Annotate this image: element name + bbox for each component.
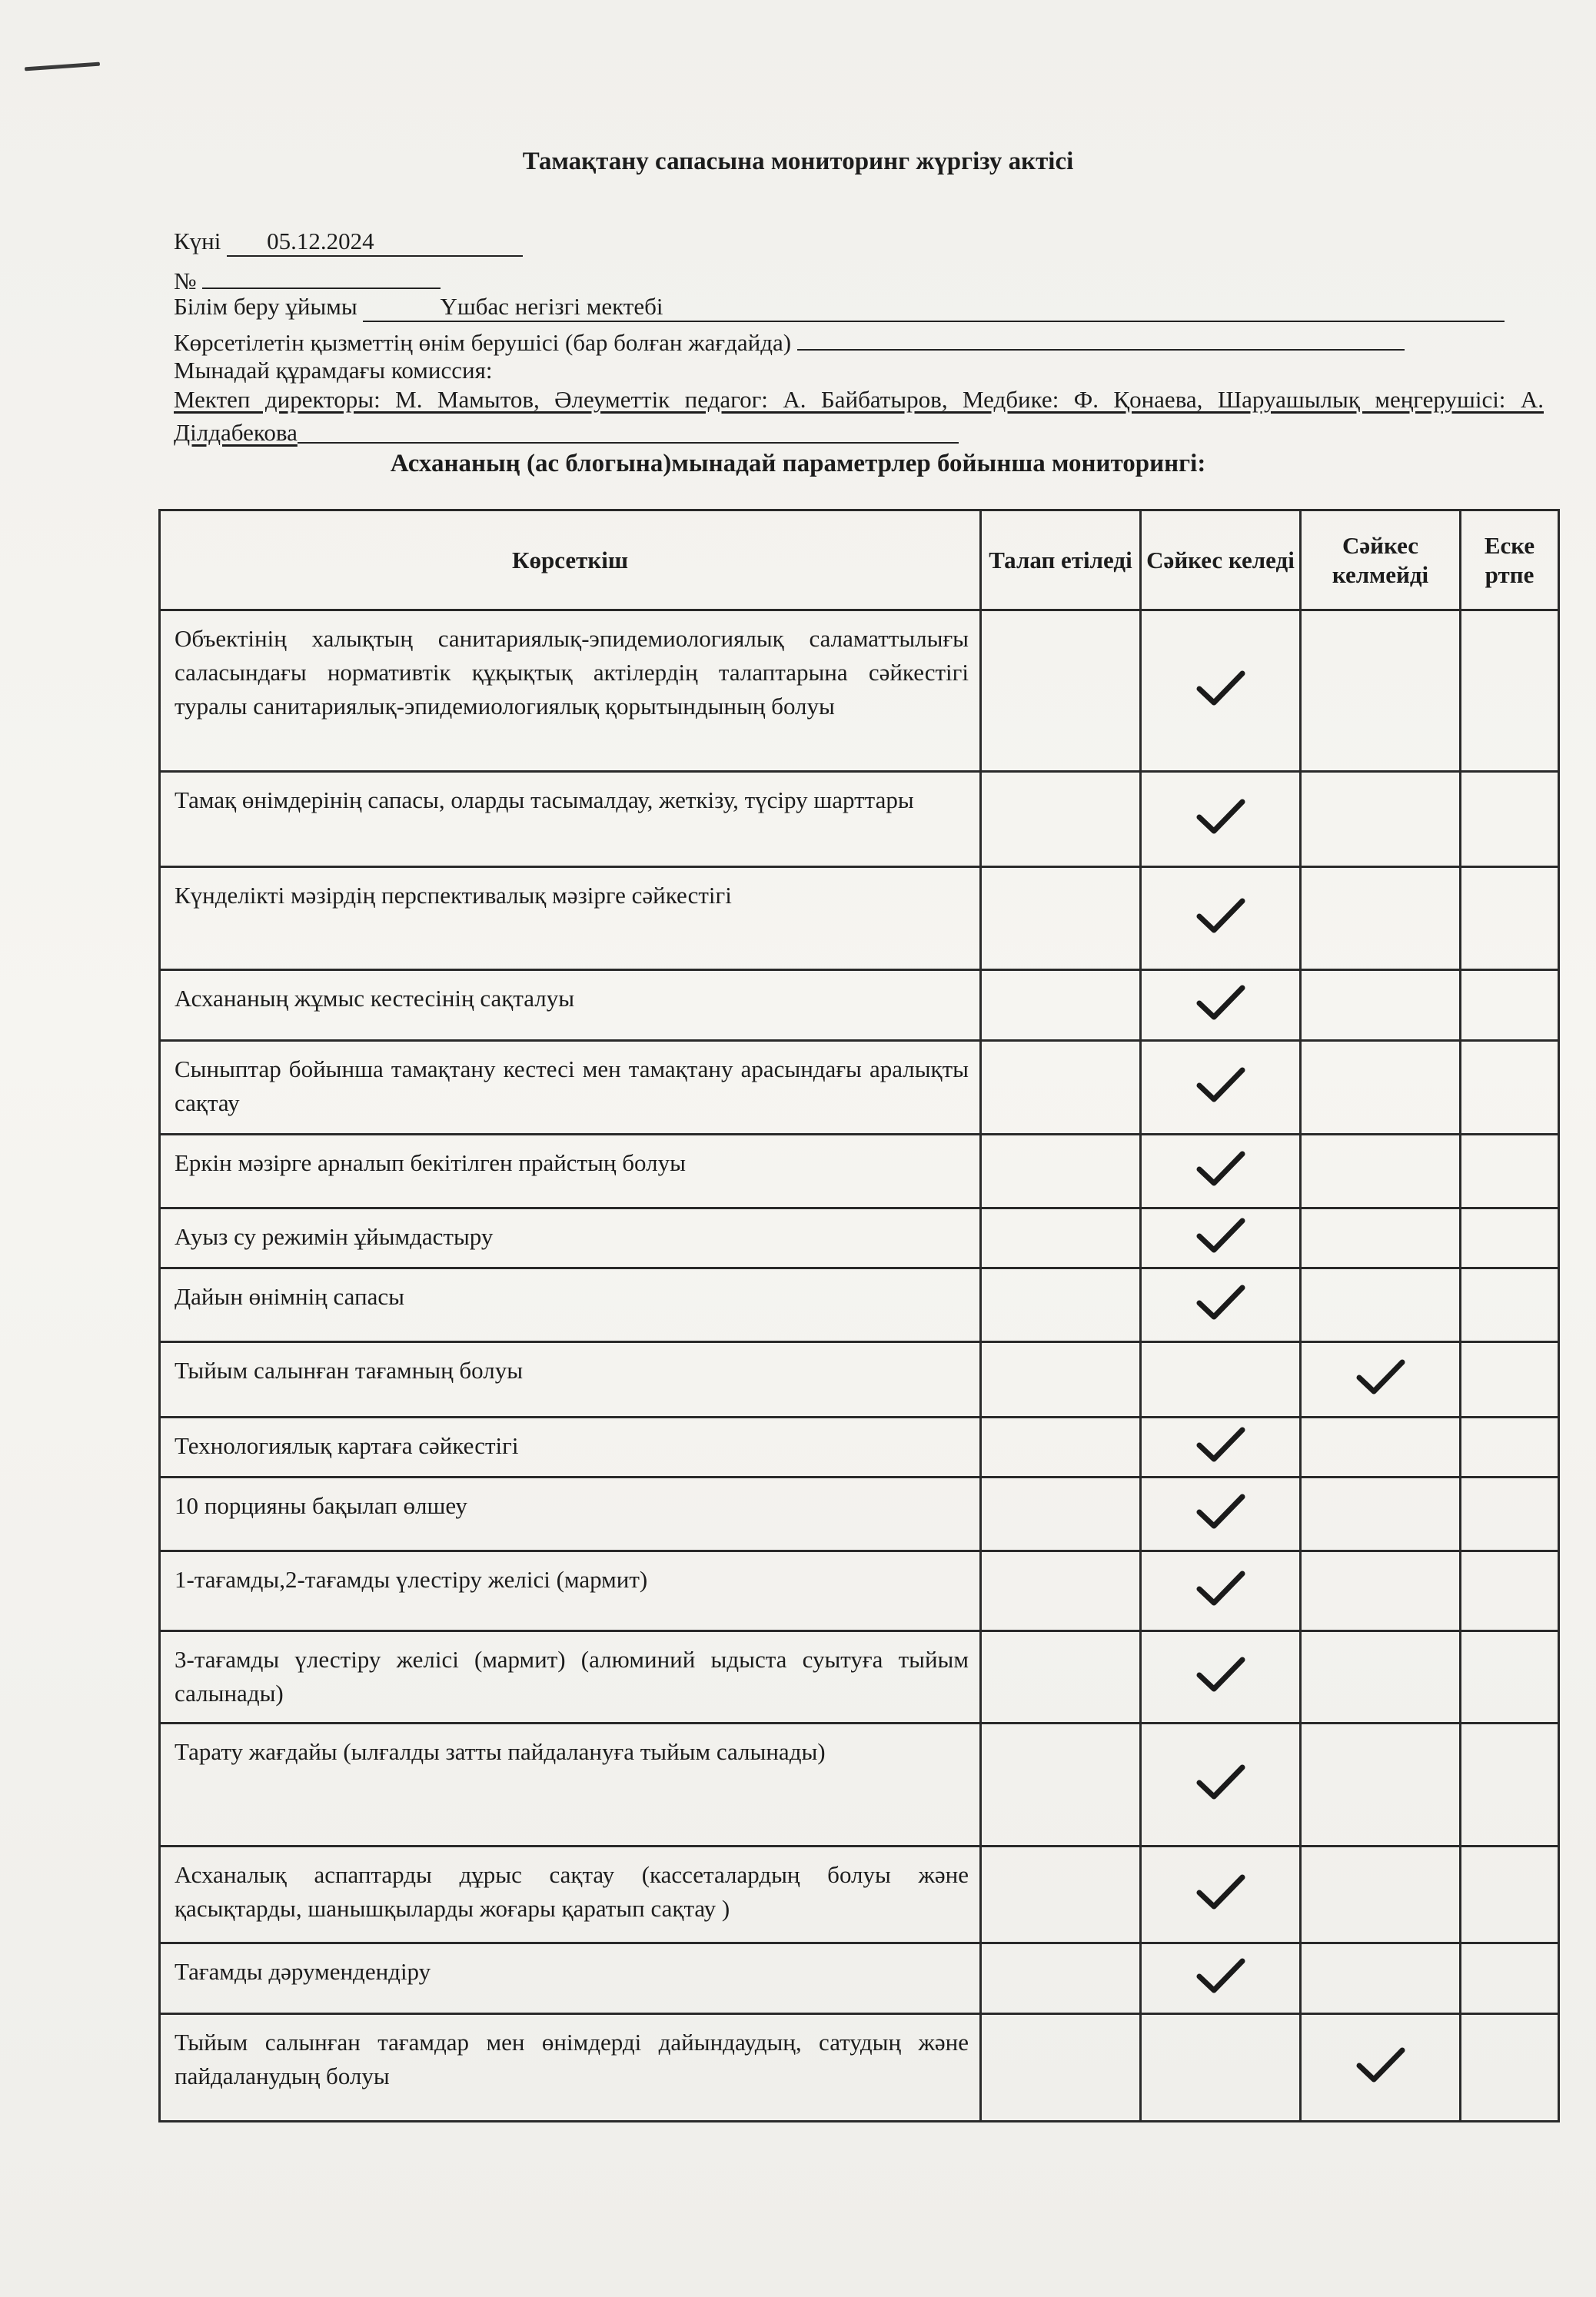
mark-cell-required: [981, 1268, 1141, 1342]
mark-cell-not-complies: [1301, 1631, 1461, 1724]
mark-cell-note: [1461, 1478, 1559, 1551]
mark-cell-required: [981, 1135, 1141, 1208]
check-mark-icon: [1195, 1179, 1247, 1192]
mark-cell-note: [1461, 970, 1559, 1041]
check-mark-icon: [1195, 926, 1247, 939]
mark-cell-note: [1461, 1135, 1559, 1208]
mark-cell-complies: [1141, 1724, 1301, 1847]
column-header-indicator: Көрсеткіш: [160, 510, 981, 610]
table-row: [160, 1943, 1559, 2014]
mark-cell-not-complies: [1301, 1724, 1461, 1847]
mark-cell-not-complies: [1301, 1478, 1461, 1551]
indicator-cell: Дайын өнімнің сапасы: [160, 1268, 981, 1342]
check-mark-icon: [1195, 1095, 1247, 1109]
mark-cell-complies: [1141, 1208, 1301, 1268]
mark-cell-note: [1461, 1268, 1559, 1342]
mark-cell-complies: [1141, 2014, 1301, 2122]
mark-cell-complies: [1141, 1943, 1301, 2014]
table-row: [160, 1418, 1559, 1478]
indicator-cell: Асхананың жұмыс кестесінің сақталуы: [160, 970, 981, 1041]
table-row: [160, 1268, 1559, 1342]
table-row: [160, 1724, 1559, 1847]
mark-cell-note: [1461, 1724, 1559, 1847]
check-mark-icon: [1355, 1388, 1407, 1401]
mark-cell-not-complies: [1301, 1135, 1461, 1208]
mark-cell-required: [981, 1418, 1141, 1478]
mark-cell-not-complies: [1301, 772, 1461, 867]
table-row: [160, 1041, 1559, 1135]
indicator-cell: Сыныптар бойынша тамақтану кестесі мен тамақтану арасындағы аралықты сақтау: [160, 1041, 981, 1135]
mark-cell-required: [981, 1631, 1141, 1724]
mark-cell-complies: [1141, 610, 1301, 772]
mark-cell-note: [1461, 1551, 1559, 1631]
org-value: Үшбас негізгі мектебі: [440, 293, 663, 320]
provider-label: Көрсетілетін қызметтің өнім берушісі (бар болған жағдайда): [174, 329, 792, 356]
mark-cell-note: [1461, 1631, 1559, 1724]
check-mark-icon: [1195, 1903, 1247, 1916]
mark-cell-required: [981, 1208, 1141, 1268]
mark-cell-complies: [1141, 772, 1301, 867]
indicator-cell: Ауыз су режимін ұйымдастыру: [160, 1208, 981, 1268]
indicator-cell: Тамақ өнімдерінің сапасы, оларды тасымалдау, жеткізу, түсіру шарттары: [160, 772, 981, 867]
mark-cell-note: [1461, 867, 1559, 970]
column-header-required: Талап етіледі: [981, 510, 1141, 610]
mark-cell-required: [981, 2014, 1141, 2122]
mark-cell-note: [1461, 610, 1559, 772]
indicator-cell: Еркін мәзірге арналып бекітілген прайстың болуы: [160, 1135, 981, 1208]
check-mark-icon: [1195, 1793, 1247, 1806]
table-row: [160, 1342, 1559, 1418]
mark-cell-not-complies: [1301, 1342, 1461, 1418]
mark-cell-not-complies: [1301, 610, 1461, 772]
check-mark-icon: [1195, 827, 1247, 840]
org-field: [363, 293, 1505, 322]
check-mark-icon: [1195, 1313, 1247, 1326]
indicator-cell: Күнделікті мәзірдің перспективалық мәзірге сәйкестігі: [160, 867, 981, 970]
document-title: Тамақтану сапасына мониторинг жүргізу актісі: [522, 148, 1074, 175]
mark-cell-complies: [1141, 1041, 1301, 1135]
mark-cell-not-complies: [1301, 867, 1461, 970]
mark-cell-required: [981, 1551, 1141, 1631]
mark-cell-note: [1461, 1342, 1559, 1418]
mark-cell-note: [1461, 1847, 1559, 1943]
indicator-cell: Тағамды дәрумендендіру: [160, 1943, 981, 2014]
table-body: [160, 610, 1559, 2122]
column-header-complies: Сәйкес келеді: [1141, 510, 1301, 610]
monitoring-table: [158, 509, 1560, 2122]
table-row: [160, 1551, 1559, 1631]
mark-cell-complies: [1141, 867, 1301, 970]
table-row: [160, 610, 1559, 772]
mark-cell-required: [981, 610, 1141, 772]
mark-cell-not-complies: [1301, 1041, 1461, 1135]
mark-cell-not-complies: [1301, 1268, 1461, 1342]
check-mark-icon: [1195, 1013, 1247, 1026]
indicator-cell: Тарату жағдайы (ылғалды затты пайдалануға тыйым салынады): [160, 1724, 981, 1847]
indicator-cell: Асханалық аспаптарды дұрыс сақтау (кассеталардың болуы және қасықтарды, шанышқыларды жоғары қаратып сақтау ): [160, 1847, 981, 1943]
table-row: [160, 2014, 1559, 2122]
table-row: [160, 867, 1559, 970]
mark-cell-complies: [1141, 1342, 1301, 1418]
mark-cell-not-complies: [1301, 1418, 1461, 1478]
mark-cell-complies: [1141, 1135, 1301, 1208]
check-mark-icon: [1195, 1685, 1247, 1698]
table-header-row: [160, 510, 1559, 610]
check-mark-icon: [1195, 1522, 1247, 1535]
mark-cell-not-complies: [1301, 1208, 1461, 1268]
check-mark-icon: [1195, 1246, 1247, 1259]
mark-cell-not-complies: [1301, 1551, 1461, 1631]
mark-cell-note: [1461, 1418, 1559, 1478]
mark-cell-required: [981, 1342, 1141, 1418]
check-mark-icon: [1195, 1599, 1247, 1612]
mark-cell-required: [981, 1724, 1141, 1847]
mark-cell-required: [981, 970, 1141, 1041]
date-line: [174, 228, 523, 257]
mark-cell-not-complies: [1301, 1847, 1461, 1943]
table-row: [160, 1208, 1559, 1268]
indicator-cell: 3-тағамды үлестіру желісі (мармит) (алюминий ыдыста суытуға тыйым салынады): [160, 1631, 981, 1724]
check-mark-icon: [1195, 1455, 1247, 1468]
table-row: [160, 1847, 1559, 1943]
section-subtitle: Асхананың (ас блогына)мынадай параметрлер бойынша мониторингі:: [390, 450, 1206, 477]
mark-cell-complies: [1141, 970, 1301, 1041]
indicator-cell: Тыйым салынған тағамдар мен өнімдерді дайындаудың, сатудың және пайдаланудың болуы: [160, 2014, 981, 2122]
number-line: [174, 261, 441, 295]
indicator-cell: 1-тағамды,2-тағамды үлестіру желісі (мармит): [160, 1551, 981, 1631]
mark-cell-required: [981, 772, 1141, 867]
commission-members-text: Мектеп директоры: М. Мамытов, Әлеуметтік педагог: А. Байбатыров, Медбике: Ф. Қонаева, Шаруашылық меңгерушісі: А. Ділдабекова: [174, 386, 1544, 446]
mark-cell-note: [1461, 772, 1559, 867]
indicator-cell: Технологиялық картаға сәйкестігі: [160, 1418, 981, 1478]
mark-cell-complies: [1141, 1551, 1301, 1631]
provider-line: [174, 324, 1405, 357]
check-mark-icon: [1195, 699, 1247, 712]
commission-trailing-line: [298, 441, 959, 444]
mark-cell-complies: [1141, 1418, 1301, 1478]
mark-cell-note: [1461, 1208, 1559, 1268]
mark-cell-not-complies: [1301, 1943, 1461, 2014]
column-header-not-complies: Сәйкес келмейді: [1301, 510, 1461, 610]
mark-cell-not-complies: [1301, 970, 1461, 1041]
check-mark-icon: [1355, 2076, 1407, 2089]
mark-cell-note: [1461, 1041, 1559, 1135]
indicator-cell: 10 порцияны бақылап өлшеу: [160, 1478, 981, 1551]
mark-cell-required: [981, 1847, 1141, 1943]
mark-cell-required: [981, 867, 1141, 970]
mark-cell-required: [981, 1943, 1141, 2014]
mark-cell-not-complies: [1301, 2014, 1461, 2122]
provider-field: [797, 324, 1405, 351]
indicator-cell: Тыйым салынған тағамның болуы: [160, 1342, 981, 1418]
org-label: Білім беру ұйымы: [174, 293, 357, 320]
mark-cell-required: [981, 1041, 1141, 1135]
mark-cell-note: [1461, 1943, 1559, 2014]
number-field: [202, 261, 441, 289]
table-row: [160, 1135, 1559, 1208]
indicator-cell: Объектінің халықтың санитариялық-эпидемиологиялық саламаттылығы саласындағы нормативтік құқықтық актілердің талаптарына сәйкестігі туралы санитариялық-эпидемиологиялық қорытындының болуы: [160, 610, 981, 772]
mark-cell-complies: [1141, 1847, 1301, 1943]
table-row: [160, 970, 1559, 1041]
table-row: [160, 772, 1559, 867]
mark-cell-complies: [1141, 1478, 1301, 1551]
date-label: Күні: [174, 228, 221, 254]
check-mark-icon: [1195, 1986, 1247, 1999]
org-line: [174, 293, 1505, 322]
commission-label: Мынадай құрамдағы комиссия:: [174, 357, 493, 384]
mark-cell-complies: [1141, 1268, 1301, 1342]
mark-cell-required: [981, 1478, 1141, 1551]
date-field: [227, 228, 523, 257]
table-row: [160, 1631, 1559, 1724]
mark-cell-complies: [1141, 1631, 1301, 1724]
mark-cell-note: [1461, 2014, 1559, 2122]
date-value: 05.12.2024: [267, 228, 374, 254]
number-label: №: [174, 268, 197, 294]
pen-mark: [25, 62, 100, 71]
table-row: [160, 1478, 1559, 1551]
commission-members: [174, 383, 1544, 449]
column-header-note: Еске ртпе: [1461, 510, 1559, 610]
